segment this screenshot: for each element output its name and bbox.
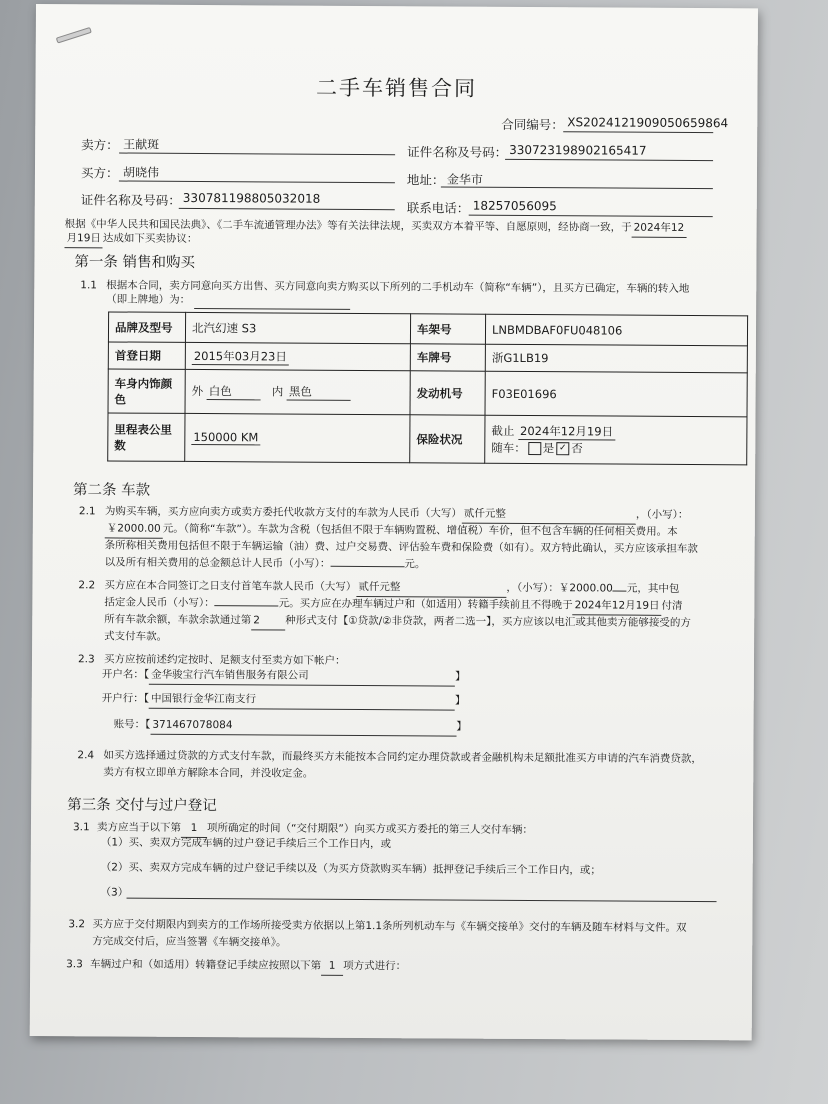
- section1-heading: 第一条 销售和购买: [74, 254, 196, 271]
- engine-value: F03E01696: [485, 371, 747, 417]
- intro-line2: 月19日 达成如下买卖协议：: [65, 230, 198, 249]
- buyer-value: 胡晓伟: [122, 165, 160, 180]
- p33-line1: 车辆过户和（如适用）转籍登记手续应按照以下第 1 项方式进行：: [90, 956, 406, 976]
- brand-label: 品牌及型号: [108, 312, 185, 342]
- p31-option2: （2）买、卖双方完成车辆的过户登记手续以及（为买方贷款购买车辆）抵押登记手续后三个工作日内，或；: [100, 861, 601, 877]
- p33-num: 3.3: [66, 958, 83, 971]
- p31-option1: （1）买、卖双方完成车辆的过户登记手续后三个工作日内，或: [100, 836, 392, 851]
- p21-line2: ￥2000.00 元。（简称“车款”）。车款为含税（包括但不限于车辆购置税、增值税）车价，但不包含车辆的任何相关费用。本: [105, 520, 678, 541]
- intro-line1: 根据《中华人民共和国民法典》、《二手车流通管理办法》等有关法律法规，买卖双方本着平等、自愿原则，经协商一致，于 2024年12: [65, 216, 687, 238]
- p31-num: 3.1: [72, 821, 90, 834]
- p21-line4: 以及所有相关费用的总金额总计人民币（小写）： 元。: [104, 556, 426, 571]
- color-value: 外 白色 内 黑色: [185, 369, 410, 414]
- mileage-label: 里程表公里数: [108, 413, 185, 461]
- p22-line1: 买方应在本合同签订之日支付首笔车款人民币（大写） 贰仟元整 ，（小写）：￥2000.00 元，其中包: [104, 577, 679, 599]
- document-title: 二手车销售合同: [315, 75, 478, 101]
- color-label: 车身内饰颜色: [108, 369, 185, 413]
- engine-label: 发动机号: [410, 371, 485, 415]
- p21-num: 2.1: [78, 505, 96, 518]
- insurance-value: 截止 2024年12月19日 随车： 是 ✓ 否: [485, 415, 747, 465]
- p24-num: 2.4: [77, 749, 95, 762]
- p23-num: 2.3: [77, 653, 95, 666]
- insurance-label: 保险状况: [410, 415, 485, 463]
- p32-line2: 方完成交付后，应当签署《车辆交接单》。: [92, 935, 287, 949]
- p21-line3: 条所称相关费用包括但不限于车辆运输（油）费、过户交易费、评估验车费和保险费（如有）。双方特此确认，买方应该承担车款: [104, 539, 698, 556]
- p11-text2: （即上牌地）为：: [106, 293, 191, 306]
- p24-line2: 卖方有权立即单方解除本合同，并没收定金。: [103, 766, 314, 780]
- seller-id-label: 证件名称及号码：: [407, 144, 508, 160]
- address-label: 地址：: [406, 172, 445, 188]
- insurance-yes-checkbox[interactable]: [528, 442, 541, 455]
- address-value: 金华市: [446, 172, 483, 187]
- p21-line1: 为购买车辆，买方应向卖方或卖方委托代收款方支付的车款为人民币（大写） 贰仟元整 ，（小写）：: [105, 503, 689, 525]
- seller-label: 卖方：: [81, 137, 119, 153]
- account-no-row: 账号：【 371467078084 】: [114, 716, 467, 736]
- vin-label: 车架号: [410, 314, 485, 344]
- seller-id-value: 330723198902165417: [509, 142, 647, 158]
- vin-value: LNBMDBAF0FU048106: [485, 314, 747, 346]
- plate-label: 车牌号: [410, 344, 485, 371]
- buyer-id-label: 证件名称及号码：: [80, 192, 181, 208]
- contract-no-label: 合同编号：: [501, 116, 564, 133]
- section2-heading: 第二条 车款: [72, 482, 151, 499]
- p32-num: 3.2: [68, 918, 86, 931]
- p11-text1: 根据本合同，卖方同意向买方出售、买方同意向卖方购买以下所列的二手机动车（简称“车辆”），且买方已确定，车辆的转入地: [106, 279, 690, 295]
- staple: [56, 27, 92, 44]
- seller-value: 王献斑: [123, 137, 160, 152]
- insurance-no-checkbox[interactable]: ✓: [556, 442, 569, 455]
- phone-label: 联系电话：: [406, 200, 470, 216]
- p24-line1: 如买方选择通过贷款的方式支付车款，而最终买方未能按本合同约定办理贷款或者金融机构未足额批准买方申请的汽车消费贷款，: [103, 749, 702, 766]
- mileage-value: 150000 KM: [185, 413, 410, 462]
- p22-line4: 式支付车款。: [104, 630, 168, 643]
- p31-option3: （3）: [100, 886, 129, 899]
- reg-label: 首登日期: [108, 342, 185, 369]
- p32-line1: 买方应于交付期限内到卖方的工作场所接受卖方依据以上第1.1条所列机动车与《车辆交接单》交付的车辆及随车材料与文件。双: [92, 918, 687, 934]
- p22-line3: 所有车款余额，车款余款通过第 2 种形式支付【①贷款/②非贷款，两者二选一】，买方应该以电汇或其他卖方能够接受的方: [104, 613, 691, 630]
- p23-text: 买方应按前述约定按时、足额支付至卖方如下帐户：: [103, 653, 346, 667]
- p22-line2: 括定金人民币（小写）： 元。买方应在办理车辆过户和（如适用）转籍手续前且不得晚于 2024年12月19日 付清: [104, 594, 682, 616]
- bank-row: 开户行：【 中国银行金华江南支行 】: [102, 690, 466, 710]
- buyer-label: 买方：: [80, 165, 119, 181]
- brand-value: 北汽幻速 S3: [185, 312, 410, 343]
- section3-heading: 第三条 交付与过户登记: [67, 797, 217, 815]
- contract-no-value: XS2024121909050659864: [567, 115, 729, 131]
- p31-line1: 卖方应当于以下第 1 项所确定的时间（“交付期限”）向买方或买方委托的第三人交付车辆：: [97, 819, 533, 840]
- phone-value: 18257056095: [472, 198, 557, 214]
- p22-num: 2.2: [78, 579, 96, 592]
- contract-paper: [30, 4, 758, 1040]
- reg-value: 2015年03月23日: [185, 342, 410, 370]
- vehicle-table: [107, 311, 748, 465]
- buyer-id-value: 330781198805032018: [182, 190, 321, 206]
- account-name-row: 开户名：【 金华骏宝行汽车销售服务有限公司 】: [102, 666, 466, 686]
- plate-value: 浙G1LB19: [485, 344, 747, 373]
- p11-num: 1.1: [80, 279, 98, 292]
